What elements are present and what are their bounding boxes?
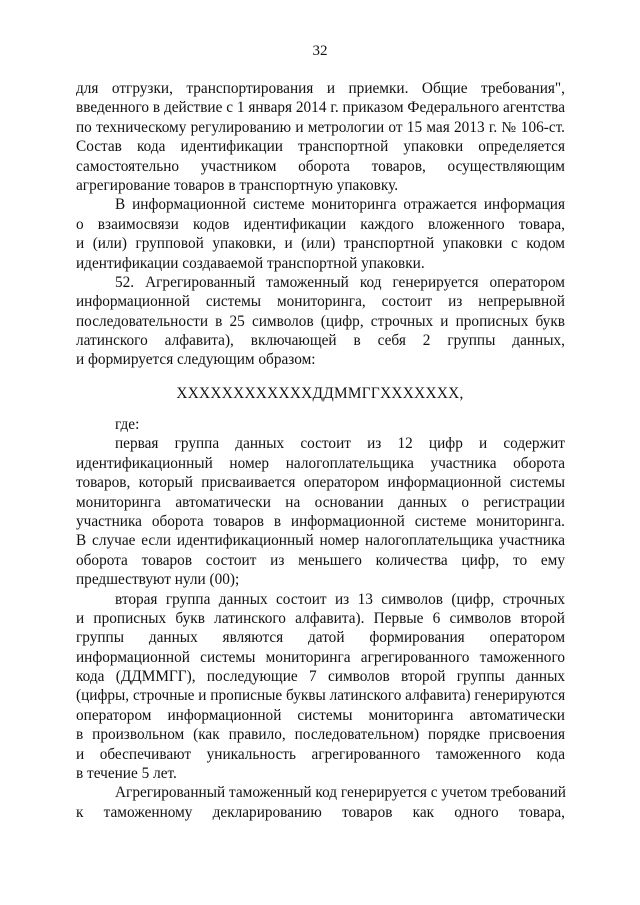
text-line: 52. Агрегированный таможенный код генерируется оператором bbox=[115, 273, 565, 291]
text-line: Состав кода идентификации транспортной упаковки определяется bbox=[76, 138, 565, 156]
text-line: мониторинга автоматически на основании данных о регистрации bbox=[76, 493, 565, 511]
text-line: (цифры, строчные и прописные буквы латинского алфавита) генерируются bbox=[76, 687, 566, 705]
text-line: товаров, который присваивается оператором информационной системы bbox=[76, 474, 565, 492]
text-line: и (или) групповой упаковки, и (или) транспортной упаковки с кодом bbox=[76, 235, 565, 253]
text-line: к таможенному декларированию товаров как одного товара, bbox=[76, 803, 565, 821]
text-line: по техническому регулированию и метрологии от 15 мая 2013 г. № 106-ст. bbox=[76, 118, 565, 136]
text-line: введенного в действие с 1 января 2014 г. приказом Федерального агентства bbox=[76, 99, 565, 117]
text-line: вторая группа данных состоит из 13 символов (цифр, строчных bbox=[115, 590, 565, 608]
text-line: самостоятельно участником оборота товаров, осуществляющим bbox=[76, 157, 565, 175]
text-block-top bbox=[76, 79, 565, 370]
text-line: оборота товаров состоит из меньшего количества цифр, то ему bbox=[76, 551, 565, 569]
text-line: и обеспечивают уникальность агрегированного таможенного кода bbox=[76, 745, 565, 763]
text-line: В информационной системе мониторинга отражается информация bbox=[115, 196, 565, 214]
text-line: Агрегированный таможенный код генерируется с учетом требований bbox=[115, 784, 566, 802]
text-line: кода (ДДММГГ), последующие 7 символов второй группы данных bbox=[76, 668, 565, 686]
text-line: группы данных являются датой формирования оператором bbox=[76, 629, 565, 647]
code-format-formula: ХХХХХХХХХХХХДДММГГХХХХХХХ, bbox=[176, 385, 464, 402]
text-line: первая группа данных состоит из 12 цифр и содержит bbox=[115, 435, 565, 453]
text-line: где: bbox=[115, 416, 140, 433]
text-line: информационной системы мониторинга, состоит из непрерывной bbox=[76, 293, 565, 311]
text-line: последовательности в 25 символов (цифр, строчных и прописных букв bbox=[76, 312, 565, 330]
text-line: информационной системы мониторинга агрегированного таможенного bbox=[76, 648, 565, 666]
text-line: латинского алфавита), включающей в себя 2 группы данных, bbox=[76, 332, 565, 350]
text-line: и прописных букв латинского алфавита). Первые 6 символов второй bbox=[76, 609, 565, 627]
text-line: для отгрузки, транспортирования и приемки. Общие требования", bbox=[76, 80, 565, 97]
text-line: агрегирование товаров в транспортную упаковку. bbox=[76, 176, 399, 194]
text-line: идентификации создаваемой транспортной упаковки. bbox=[76, 254, 425, 272]
text-line: оператором информационной системы мониторинга автоматически bbox=[76, 706, 565, 724]
text-line: В случае если идентификационный номер налогоплательщика участника bbox=[76, 532, 565, 550]
text-block-bottom bbox=[76, 415, 565, 822]
text-line: в произвольном (как правило, последовательном) порядке присвоения bbox=[76, 726, 565, 744]
text-line: и формируется следующим образом: bbox=[76, 351, 316, 369]
text-line: идентификационный номер налогоплательщика участника оборота bbox=[76, 454, 565, 472]
text-line: о взаимосвязи кодов идентификации каждого вложенного товара, bbox=[76, 215, 565, 233]
text-line: участника оборота товаров в информационной системе мониторинга. bbox=[76, 512, 565, 530]
text-line: в течение 5 лет. bbox=[76, 765, 177, 783]
page-number: 32 bbox=[312, 43, 328, 59]
text-line: предшествуют нули (00); bbox=[76, 571, 240, 589]
